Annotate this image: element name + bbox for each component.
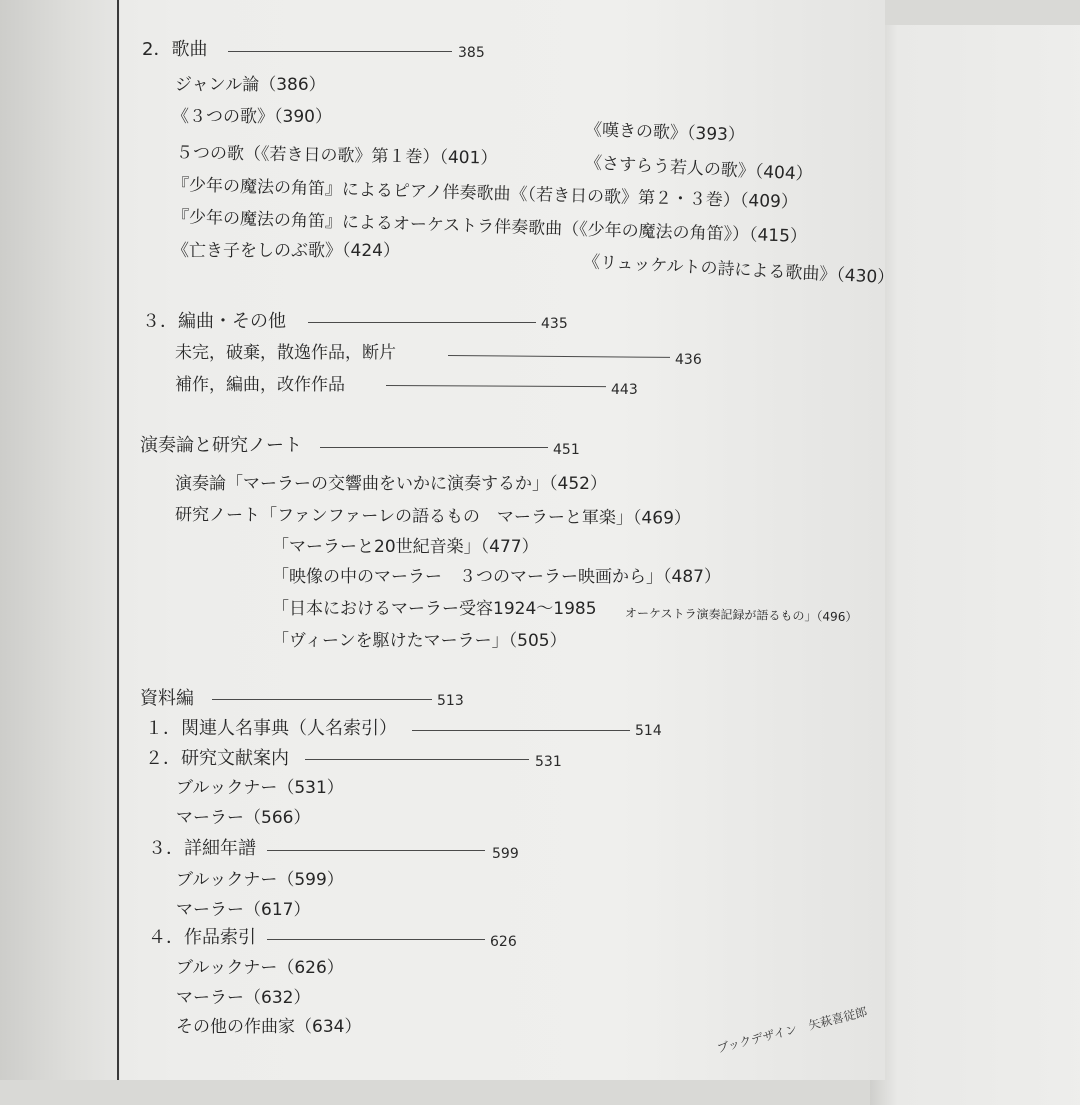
- page-number: 443: [611, 382, 638, 398]
- toc-item: 研究ノート「ファンファーレの語るもの マーラーと軍楽」（469）: [174, 505, 691, 529]
- toc-subheading: １．関連人名事典（人名索引）: [145, 718, 397, 739]
- leader-line: [305, 759, 529, 760]
- page-number: 436: [675, 352, 702, 368]
- toc-item: マーラー（632）: [176, 988, 311, 1008]
- margin-rule: [117, 0, 119, 1080]
- toc-item: マーラー（617）: [176, 900, 311, 920]
- toc-item: 未完，破棄，散逸作品，断片: [175, 343, 396, 363]
- toc-item: ジャンル論（386）: [175, 75, 326, 95]
- toc-item: ブルックナー（626）: [176, 958, 344, 978]
- page-number: 451: [553, 442, 580, 458]
- page-number: 599: [492, 846, 519, 862]
- toc-item: 「マーラーと20世紀音楽」（477）: [272, 537, 539, 557]
- toc-item: 《亡き子をしのぶ歌》（424）: [172, 241, 400, 261]
- toc-item: 《３つの歌》（390）: [172, 107, 332, 127]
- toc-subheading: ２．研究文献案内: [145, 748, 289, 769]
- facing-page: [870, 25, 1080, 1105]
- leader-line: [308, 322, 536, 323]
- leader-line: [267, 850, 485, 851]
- toc-item: 「映像の中のマーラー ３つのマーラー映画から」（487）: [272, 567, 721, 587]
- leader-line: [267, 939, 485, 940]
- page-number: 513: [437, 693, 464, 709]
- toc-item-continued: オーケストラ演奏記録が語るもの」（496）: [624, 606, 858, 625]
- page-number: 626: [490, 934, 517, 950]
- toc-item: 補作，編曲，改作作品: [175, 375, 345, 395]
- leader-line: [412, 730, 630, 731]
- toc-heading-performance: 演奏論と研究ノート: [140, 435, 302, 456]
- toc-item: ５つの歌（《若き日の歌》第１巻）（401）: [175, 143, 498, 169]
- page-number: 514: [635, 723, 662, 739]
- toc-item: ブルックナー（599）: [176, 870, 344, 890]
- leader-line: [228, 51, 452, 52]
- page-number: 435: [541, 316, 568, 332]
- toc-subheading: ３．詳細年譜: [148, 838, 256, 859]
- book-design-credit: ブックデザイン 矢萩喜従郎: [715, 1004, 869, 1056]
- toc-item: 演奏論「マーラーの交響曲をいかに演奏するか」（452）: [175, 474, 607, 494]
- toc-item: マーラー（566）: [176, 808, 311, 828]
- toc-side-item: 《リュッケルトの詩による歌曲》（430）: [582, 252, 895, 289]
- toc-heading-songs: 2．歌曲: [142, 39, 208, 60]
- leader-line: [320, 447, 548, 448]
- toc-item: 『少年の魔法の角笛』によるオーケストラ伴奏歌曲（《少年の魔法の角笛》）（415）: [171, 207, 808, 247]
- toc-side-item: 《さすらう若人の歌》（404）: [584, 153, 814, 185]
- toc-item: 「ヴィーンを駆けたマーラー」（505）: [272, 631, 567, 651]
- page-number: 531: [535, 754, 562, 770]
- leader-line: [212, 699, 432, 700]
- toc-heading-materials: 資料編: [140, 688, 194, 709]
- toc-item: 「日本におけるマーラー受容1924～1985: [272, 599, 614, 619]
- toc-item: その他の作曲家（634）: [176, 1017, 362, 1037]
- toc-heading-arrangements: ３．編曲・その他: [142, 311, 286, 332]
- page-number: 385: [458, 45, 485, 61]
- toc-subheading: ４．作品索引: [148, 927, 256, 948]
- toc-item: 『少年の魔法の角笛』によるピアノ伴奏歌曲《（若き日の歌》第２・３巻）（409）: [171, 175, 799, 213]
- book-gutter: [0, 0, 120, 1080]
- toc-item: ブルックナー（531）: [176, 778, 344, 798]
- toc-side-item: 《嘆きの歌》（393）: [584, 120, 746, 146]
